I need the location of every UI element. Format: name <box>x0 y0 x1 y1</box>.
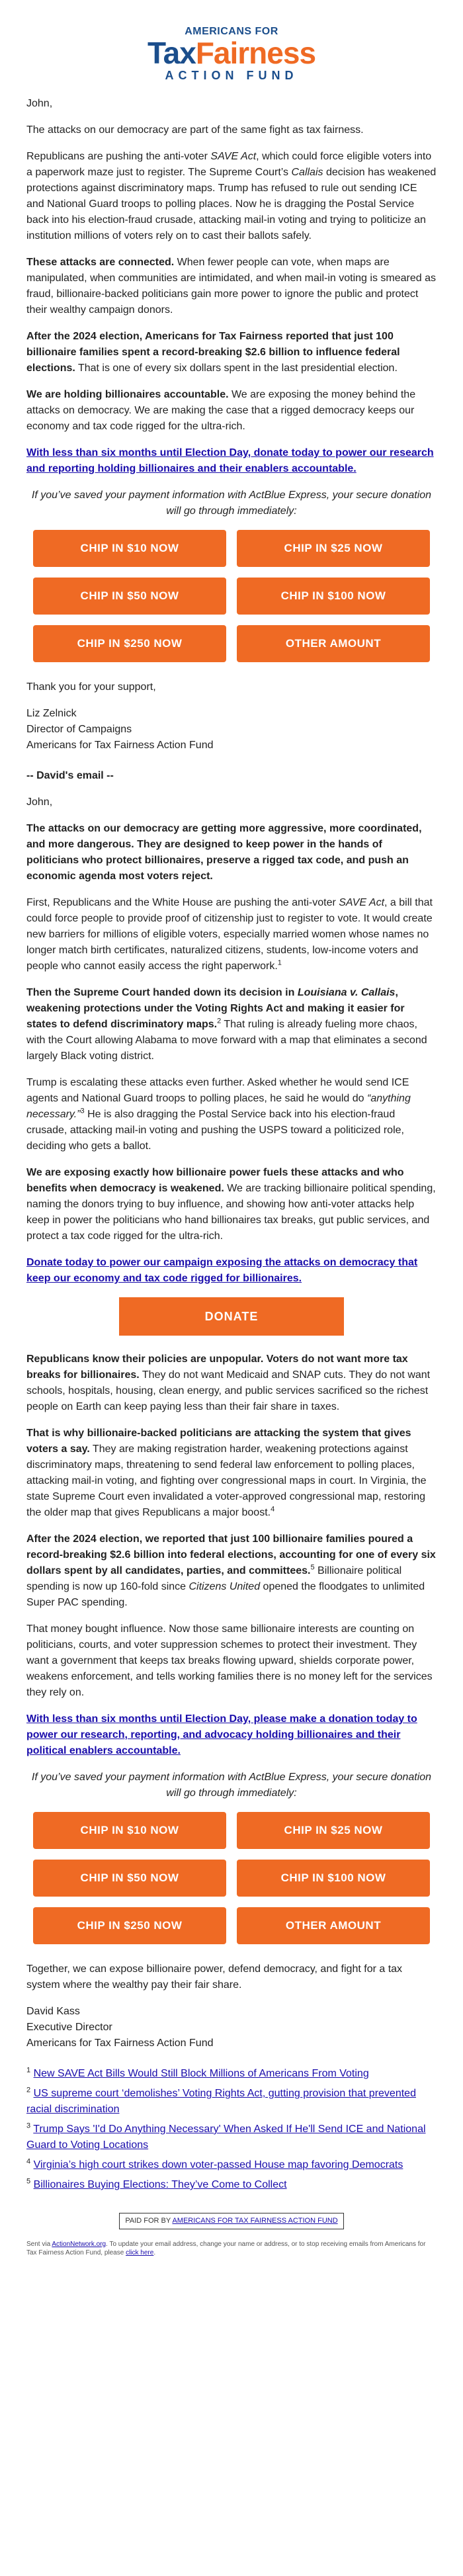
footnotes <box>26 2066 437 2193</box>
paragraph: The attacks on our democracy are part of the same fight as tax fairness. <box>26 124 364 136</box>
footnote-link[interactable]: New SAVE Act Bills Would Still Block Millions of Americans From Voting <box>33 2068 369 2079</box>
paid-for-org-link[interactable]: AMERICANS FOR TAX FAIRNESS ACTION FUND <box>172 2217 338 2225</box>
signature <box>26 706 437 753</box>
logo-fairness: Fairness <box>195 36 316 70</box>
logo-line-1: AMERICANS FOR <box>185 26 278 37</box>
footnote-link[interactable]: Billionaires Buying Elections: They’ve Come to Collect <box>33 2179 287 2190</box>
signer-name: Liz Zelnick <box>26 708 77 719</box>
cta-paragraph <box>26 445 437 477</box>
signer-name: David Kass <box>26 2006 80 2017</box>
paragraph: Then the Supreme Court handed down its decision in Louisiana v. Callais, weakening protections under the Voting Rights Act and making it easier for states to defend discriminatory maps.$^2$ That ruling is already fueling more chaos, with the Court allowing Alabama to move forward with a map that eliminates a second largely Black voting district. <box>26 987 427 1062</box>
donate-link[interactable]: With less than six months until Election Day, donate today to power our research and reporting holding billionaires and their enablers accountable. <box>26 447 434 474</box>
footnote: $^5$ Billionaires Buying Elections: They’ve Come to Collect <box>26 2177 287 2190</box>
other-amount-button[interactable]: OTHER AMOUNT <box>237 625 430 662</box>
paragraph: Republicans know their policies are unpopular. Voters do not want more tax breaks for billionaires. They do not want Medicaid and SNAP cuts. They do not want schools, hospitals, housing, clean energy, and public services sacrificed so the richest people on Earth can keep paying less than their fair share in taxes. <box>26 1353 431 1412</box>
org-logo <box>26 0 437 96</box>
paragraph: Trump is escalating these attacks even further. Asked whether he would send ICE agents and National Guard troops to polling places, he said he would do “anything necessary.”$^3$ He is also dragging the Postal Service back into his election-fraud crusade, attacking mail-in voting and pushing the USPS toward a politicized role, deciding who gets a ballot. <box>26 1077 411 1152</box>
chip-in-10-button[interactable]: CHIP IN $10 NOW <box>33 1812 226 1849</box>
chip-in-100-button[interactable]: CHIP IN $100 NOW <box>237 578 430 615</box>
actblue-note: If you’ve saved your payment information with ActBlue Express, your secure donation will go through immediately: <box>31 490 432 517</box>
footnote-link[interactable]: US supreme court ‘demolishes’ Voting Rights Act, gutting provision that prevented racial discrimination <box>26 2088 416 2115</box>
paragraph: We are holding billionaires accountable. We are exposing the money behind the attacks on democracy. We are making the case that a rigged democracy keeps our economy and tax code rigged for the ultra-rich. <box>26 389 416 432</box>
actionnetwork-link[interactable]: ActionNetwork.org <box>52 2240 106 2248</box>
chip-in-50-button[interactable]: CHIP IN $50 NOW <box>33 1860 226 1897</box>
signer-org: Americans for Tax Fairness Action Fund <box>26 740 214 751</box>
unsubscribe-link[interactable]: click here <box>126 2249 154 2256</box>
signer-title: Executive Director <box>26 2022 112 2033</box>
cta-paragraph <box>26 1711 437 1759</box>
closing: Together, we can expose billionaire power, defend democracy, and fight for a tax system where the wealthy pay their fair share. <box>26 1963 403 1991</box>
footnote: $^2$ US supreme court ‘demolishes’ Voting Rights Act, gutting provision that prevented racial discrimination <box>26 2086 416 2115</box>
footnote: $^3$ Trump Says 'I'd Do Anything Necessary' When Asked If He'll Send ICE and National Guard to Voting Locations <box>26 2122 426 2151</box>
paragraph: That is why billionaire-backed politicians are attacking the system that gives voters a say. They are making registration harder, weakening protections against discriminatory maps, threatening to send federal law enforcement to polling places, attacking mail-in voting, and fighting over congressional maps in court. In Virginia, the state Supreme Court even invalidated a voter-approved congressional map, restoring the older map that gives Republicans a major boost.$^4$ <box>26 1428 427 1518</box>
paragraph: First, Republicans and the White House are pushing the anti-voter SAVE Act, a bill that could force people to provide proof of citizenship just to register to vote. It would create new barriers for millions of eligible voters, especially married women whose names no longer match birth certificates, naturalized citizens, students, low-income voters and people who cannot easily access the right paperwork.$^1$ <box>26 897 433 972</box>
paid-for-disclaimer: PAID FOR BY AMERICANS FOR TAX FAIRNESS ACTION FUND <box>119 2213 343 2229</box>
footnote: $^1$ New SAVE Act Bills Would Still Block Millions of Americans From Voting <box>26 2066 369 2079</box>
thanks: Thank you for your support, <box>26 681 156 693</box>
footnote-link[interactable]: Virginia’s high court strikes down voter-passed House map favoring Democrats <box>33 2159 403 2170</box>
chip-in-buttons <box>26 1812 437 1944</box>
chip-in-50-button[interactable]: CHIP IN $50 NOW <box>33 578 226 615</box>
chip-in-25-button[interactable]: CHIP IN $25 NOW <box>237 1812 430 1849</box>
chip-in-buttons <box>26 530 437 662</box>
donate-button[interactable]: DONATE <box>119 1297 344 1336</box>
chip-in-100-button[interactable]: CHIP IN $100 NOW <box>237 1860 430 1897</box>
donate-link[interactable]: Donate today to power our campaign exposing the attacks on democracy that keep our economy and tax code rigged for billionaires. <box>26 1257 418 1284</box>
footnote: $^4$ Virginia’s high court strikes down voter-passed House map favoring Democrats <box>26 2157 403 2170</box>
other-amount-button[interactable]: OTHER AMOUNT <box>237 1907 430 1944</box>
footnote-link[interactable]: Trump Says 'I'd Do Anything Necessary' When Asked If He'll Send ICE and National Guard to Voting Locations <box>26 2124 426 2151</box>
donate-link[interactable]: With less than six months until Election Day, please make a donation today to power our research, reporting, and advocacy holding billionaires and their political enablers accountable. <box>26 1713 417 1756</box>
paragraph: The attacks on our democracy are getting more aggressive, more coordinated, and more dangerous. They are designed to keep power in the hands of politicians who protect billionaires, preserve a rigged tax code, and push an economic agenda most voters reject. <box>26 823 422 882</box>
chip-in-250-button[interactable]: CHIP IN $250 NOW <box>33 625 226 662</box>
chip-in-10-button[interactable]: CHIP IN $10 NOW <box>33 530 226 567</box>
donate-row <box>26 1297 437 1336</box>
chip-in-25-button[interactable]: CHIP IN $25 NOW <box>237 530 430 567</box>
logo-tax: Tax <box>147 36 196 70</box>
paragraph: After the 2024 election, Americans for Tax Fairness reported that just 100 billionaire families spent a record-breaking $2.6 billion to influence federal elections. That is one of every six dollars spent in the last presidential election. <box>26 331 400 374</box>
paragraph: That money bought influence. Now those same billionaire interests are counting on politicians, courts, and voter suppression schemes to protect their investment. They want a government that keeps tax breaks flowing upward, shields corporate power, weakens enforcement, and tells working families there is no money left for the services they rely on. <box>26 1623 433 1698</box>
signer-org: Americans for Tax Fairness Action Fund <box>26 2038 214 2049</box>
paid-for-row <box>26 2213 437 2229</box>
logo-line-3: ACTION FUND <box>165 69 298 83</box>
actblue-note: If you’ve saved your payment information with ActBlue Express, your secure donation will go through immediately: <box>31 1772 432 1799</box>
signer-title: Director of Campaigns <box>26 724 132 735</box>
paragraph: These attacks are connected. When fewer people can vote, when maps are manipulated, when communities are intimidated, and when mail-in voting is smeared as fraud, billionaire-backed politicians gain more power to ignore the public and protect their wealthy campaign donors. <box>26 257 436 316</box>
paragraph: We are exposing exactly how billionaire power fuels these attacks and who benefits when democracy is weakened. We are tracking billionaire political spending, naming the donors trying to buy influence, and showing how anti-voter attacks help keep in power the politicians who hand billionaires tax breaks, gut public services, and protect a tax code rigged for the ultra-rich. <box>26 1167 436 1242</box>
forward-separator: -- David's email -- <box>26 770 114 781</box>
paragraph: Republicans are pushing the anti-voter SAVE Act, which could force eligible voters into a paperwork maze just to register. The Supreme Court’s Callais decision has weakened protections against discriminatory maps. Trump has refused to rule out sending ICE and National Guard troops to polling places. Now he is dragging the Postal Service back into his election-fraud crusade, attacking mail-in voting and trying to politicize an institution millions of voters rely on to cast their ballots safely. <box>26 151 437 241</box>
email-footer: Sent via ActionNetwork.org. To update your email address, change your name or address, or to stop receiving emails from Americans for Tax Fairness Action Fund, please click here. <box>26 2240 426 2256</box>
logo-line-2 <box>26 37 437 69</box>
cta-paragraph <box>26 1255 437 1287</box>
paragraph: After the 2024 election, we reported that just 100 billionaire families poured a record-breaking $2.6 billion into federal elections, accounting for one of every six dollars spent by all candidates, parties, and committees.$^5$ Billionaire political spending is now up 160-fold since Citizens United opened the floodgates to unlimited Super PAC spending. <box>26 1533 436 1608</box>
greeting: John, <box>26 796 53 808</box>
chip-in-250-button[interactable]: CHIP IN $250 NOW <box>33 1907 226 1944</box>
signature <box>26 2004 437 2051</box>
greeting: John, <box>26 98 53 109</box>
